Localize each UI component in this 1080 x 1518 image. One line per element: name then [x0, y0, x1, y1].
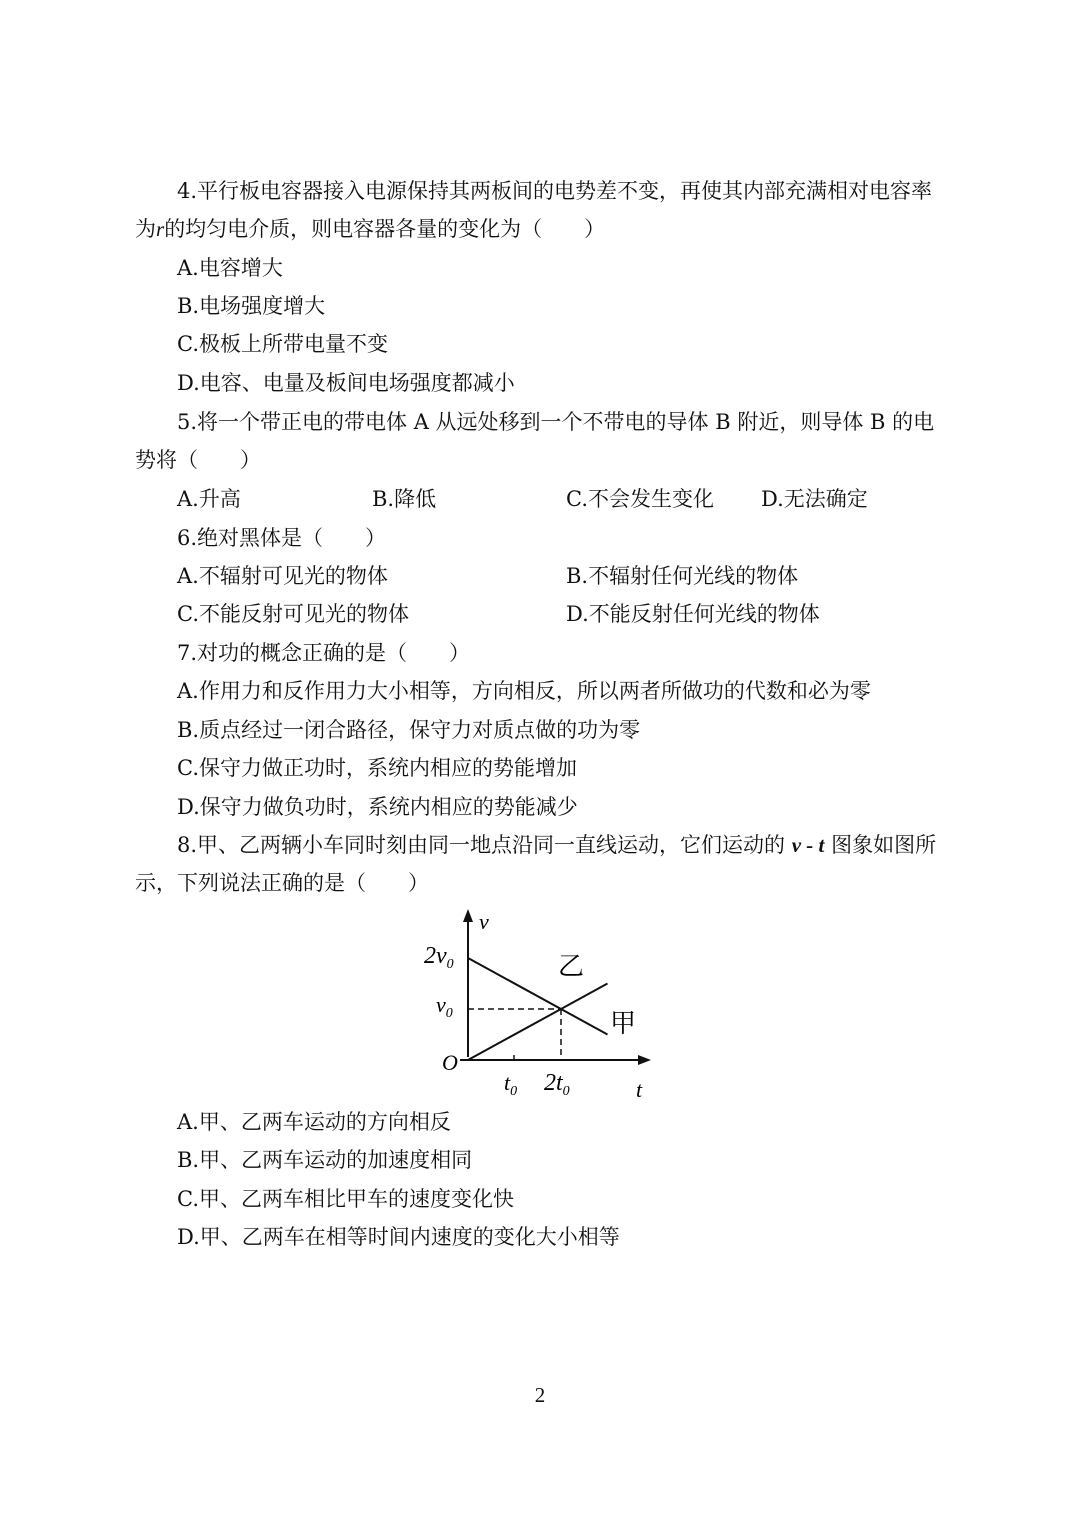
q7-option-d: D.保守力做负功时，系统内相应的势能减少 — [177, 795, 578, 819]
y-axis-label: v — [479, 909, 489, 934]
q7-option-b: B.质点经过一闭合路径，保守力对质点做的功为零 — [177, 718, 641, 742]
q6-stem: 6.绝对黑体是（ ） — [177, 526, 387, 550]
series-line-yi — [468, 984, 608, 1061]
x-axis-label: t — [636, 1077, 643, 1102]
q6-option-b: B.不辐射任何光线的物体 — [566, 564, 799, 588]
x-tick-t0: $t_0$ — [504, 1070, 518, 1099]
q4-var-r: r — [156, 217, 165, 241]
q8-option-b: B.甲、乙两车运动的加速度相同 — [177, 1148, 473, 1172]
q8-option-a: A.甲、乙两车运动的方向相反 — [177, 1110, 451, 1134]
series-label-jia: 甲 — [610, 1009, 637, 1039]
q5-option-c: C.不会发生变化 — [566, 487, 714, 511]
origin-label: O — [442, 1050, 458, 1075]
q8-option-c: C.甲、乙两车相比甲车的速度变化快 — [177, 1187, 514, 1211]
y-tick-2v0: $2v_0$ — [424, 943, 454, 972]
q5-stem-line2: 势将（ ） — [135, 448, 261, 472]
q7-option-c: C.保守力做正功时，系统内相应的势能增加 — [177, 756, 577, 780]
q8-stem-line1: 8.甲、乙两辆小车同时刻由同一地点沿同一直线运动，它们运动的 v - t 图象如图所 — [177, 833, 937, 857]
q4-option-a: A.电容增大 — [177, 256, 283, 280]
series-label-yi: 乙 — [558, 952, 585, 982]
q4-option-c: C.极板上所带电量不变 — [177, 332, 388, 356]
page-number: 2 — [534, 1383, 546, 1407]
q5-stem-line1: 5.将一个带正电的带电体 A 从远处移到一个不带电的导体 B 附近，则导体 B 的电 — [177, 410, 935, 434]
y-axis-arrow-icon — [463, 909, 473, 922]
q4-stem-line2: 为r的均匀电介质，则电容器各量的变化为（ ） — [135, 217, 606, 241]
x-tick-2t0: $2t_0$ — [544, 1070, 570, 1099]
q6-option-d: D.不能反射任何光线的物体 — [566, 602, 820, 626]
x-axis-arrow-icon — [638, 1055, 651, 1065]
q8-var-vt: v - t — [791, 833, 825, 857]
q8-option-d: D.甲、乙两车在相等时间内速度的变化大小相等 — [177, 1225, 620, 1249]
vt-graph — [410, 905, 670, 1105]
q7-option-a: A.作用力和反作用力大小相等，方向相反，所以两者所做功的代数和必为零 — [177, 679, 871, 703]
q4-option-d: D.电容、电量及板间电场强度都减小 — [177, 371, 515, 395]
y-tick-v0: $v_0$ — [436, 992, 453, 1021]
series-line-jia — [468, 958, 608, 1035]
q5-option-a: A.升高 — [177, 487, 241, 511]
q4-stem-line1: 4.平行板电容器接入电源保持其两板间的电势差不变，再使其内部充满相对电容率 — [177, 179, 933, 203]
q5-option-b: B.降低 — [372, 487, 437, 511]
q5-option-d: D.无法确定 — [761, 487, 868, 511]
q6-option-c: C.不能反射可见光的物体 — [177, 602, 409, 626]
q4-option-b: B.电场强度增大 — [177, 294, 326, 318]
q6-option-a: A.不辐射可见光的物体 — [177, 564, 388, 588]
q8-stem-line2: 示，下列说法正确的是（ ） — [135, 871, 429, 895]
q7-stem: 7.对功的概念正确的是（ ） — [177, 641, 471, 665]
